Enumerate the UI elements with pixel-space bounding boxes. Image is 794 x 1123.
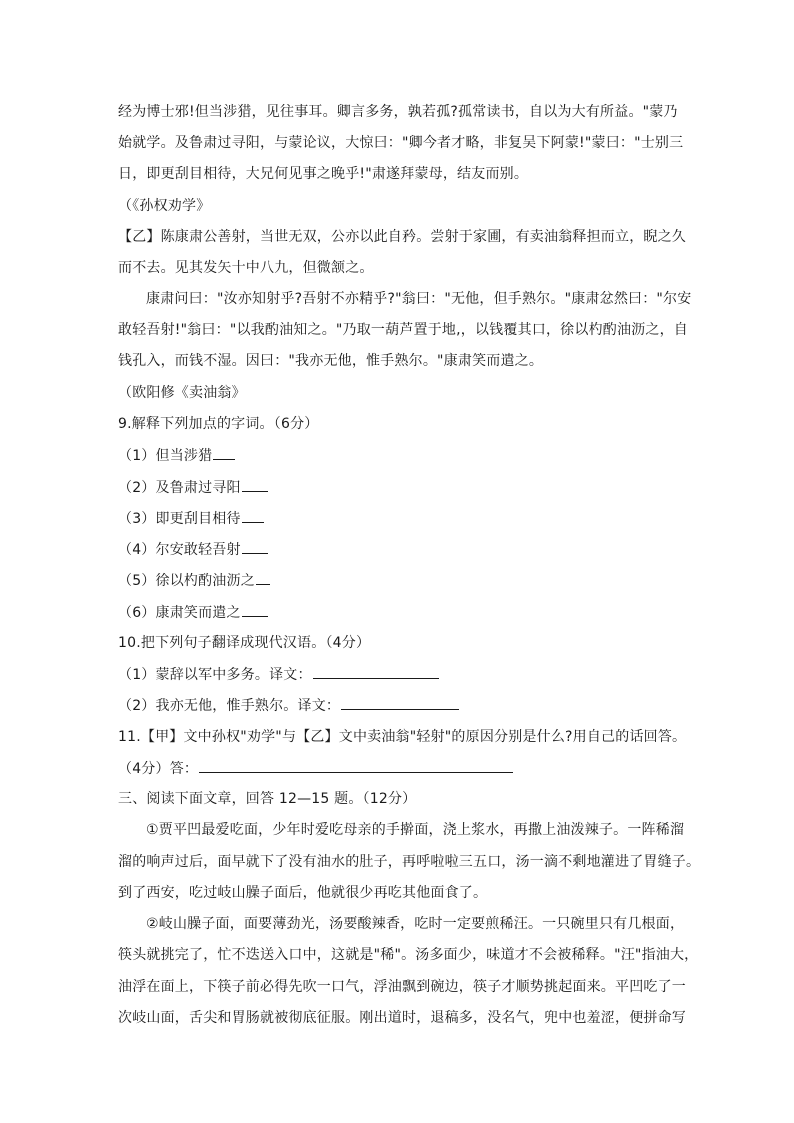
question-10-stem: 10.把下列句子翻译成现代汉语。（4分） bbox=[118, 635, 371, 651]
question-9-item bbox=[118, 446, 678, 465]
question-10-item-text: （1）蒙辞以军中多务。译文： bbox=[118, 667, 312, 683]
question-9-item-text: （5）徐以杓酌油沥之 bbox=[118, 573, 255, 589]
answer-blank[interactable] bbox=[242, 603, 268, 617]
question-10-item-text: （2）我亦无他，惟手熟尔。译文： bbox=[118, 698, 341, 714]
section-3-paragraph-line: ②岐山臊子面，面要薄劲光，汤要酸辣香，吃时一定要煎稀汪。一只碗里只有几根面， bbox=[146, 916, 685, 932]
answer-blank[interactable] bbox=[256, 571, 270, 585]
section-3-paragraph-line: 筷头就挑完了，忙不迭送入口中，这就是"稀"。汤多面少，味道才不会被稀释。"汪"指油大， bbox=[118, 947, 699, 963]
question-9-item bbox=[118, 540, 678, 559]
passage-jia-line: 经为博士邪!但当涉猎，见往事耳。卿言多务，孰若孤?孤常读书，自以为大有所益。"蒙乃 bbox=[118, 104, 678, 120]
question-9-item bbox=[118, 478, 678, 497]
answer-blank[interactable] bbox=[242, 509, 264, 523]
question-9-item-text: （3）即更刮目相待 bbox=[118, 511, 241, 527]
question-11-stem: 11.【甲】文中孙权"劝学"与【乙】文中卖油翁"轻射"的原因分别是什么?用自己的话回答。 bbox=[118, 729, 687, 745]
passage-yi-line: 康肃问曰："汝亦知射乎?吾射不亦精乎?"翁曰："无他，但手熟尔。"康肃忿然曰："尔安 bbox=[146, 291, 692, 307]
translation-blank[interactable] bbox=[341, 696, 459, 710]
question-10-item bbox=[118, 696, 678, 715]
question-11-answer-line bbox=[118, 759, 678, 778]
passage-yi-source: （欧阳修《卖油翁》 bbox=[118, 385, 246, 401]
question-9-stem: 9.解释下列加点的字词。（6分） bbox=[118, 416, 319, 432]
answer-blank[interactable] bbox=[242, 540, 268, 554]
passage-yi-line: 【乙】陈康肃公善射，当世无双，公亦以此自矜。尝射于家圃，有卖油翁释担而立，睨之久 bbox=[118, 229, 686, 245]
question-9-item-text: （2）及鲁肃过寻阳 bbox=[118, 480, 241, 496]
passage-jia-source: （《孙权劝学》 bbox=[118, 198, 211, 214]
answer-blank[interactable] bbox=[199, 759, 513, 773]
question-9-item-text: （1）但当涉猎 bbox=[118, 448, 213, 464]
section-3-paragraph-line: 溜的响声过后，面早就下了没有油水的肚子，再呼啦啦三五口，汤一滴不剩地灌进了胃缝子。 bbox=[118, 854, 701, 870]
passage-yi-line: 而不去。见其发矢十中八九，但微颔之。 bbox=[118, 260, 374, 276]
question-9-item-text: （4）尔安敢轻吾射 bbox=[118, 542, 241, 558]
section-3-paragraph-line: ①贾平凹最爱吃面，少年时爱吃母亲的手擀面，浇上浆水，再撒上油泼辣子。一阵稀溜 bbox=[146, 822, 685, 838]
question-11-label: （4分）答： bbox=[118, 761, 199, 777]
passage-jia-line: 始就学。及鲁肃过寻阳，与蒙论议，大惊曰："卿今者才略，非复吴下阿蒙!"蒙曰："士别三 bbox=[118, 135, 684, 151]
section-3-heading: 三、阅读下面文章，回答 12—15 题。（12分） bbox=[118, 791, 417, 807]
question-10-item bbox=[118, 665, 678, 684]
question-9-item bbox=[118, 603, 678, 622]
passage-yi-line: 敢轻吾射!"翁曰："以我酌油知之。"乃取一葫芦置于地,，以钱覆其口，徐以杓酌油沥之，自 bbox=[118, 322, 688, 338]
passage-yi-line: 钱孔入，而钱不湿。因曰："我亦无他，惟手熟尔。"康肃笑而遣之。 bbox=[118, 353, 544, 369]
answer-blank[interactable] bbox=[242, 478, 268, 492]
question-9-item bbox=[118, 509, 678, 528]
section-3-paragraph-line: 油浮在面上，下筷子前必得先吹一口气，浮油飘到碗边，筷子才顺势挑起面来。平凹吃了一 bbox=[118, 979, 686, 995]
translation-blank[interactable] bbox=[313, 665, 439, 679]
question-9-item-text: （6）康肃笑而遣之 bbox=[118, 605, 241, 621]
section-3-paragraph-line: 到了西安，吃过岐山臊子面后，他就很少再吃其他面食了。 bbox=[118, 885, 488, 901]
answer-blank[interactable] bbox=[213, 446, 235, 460]
passage-jia-line: 日，即更刮目相待，大兄何见事之晚乎!"肃遂拜蒙母，结友而别。 bbox=[118, 166, 529, 182]
section-3-paragraph-line: 次岐山面，舌尖和胃肠就被彻底征服。刚出道时，退稿多，没名气，兜中也羞涩，便拼命写 bbox=[118, 1010, 686, 1026]
question-9-item bbox=[118, 571, 678, 590]
